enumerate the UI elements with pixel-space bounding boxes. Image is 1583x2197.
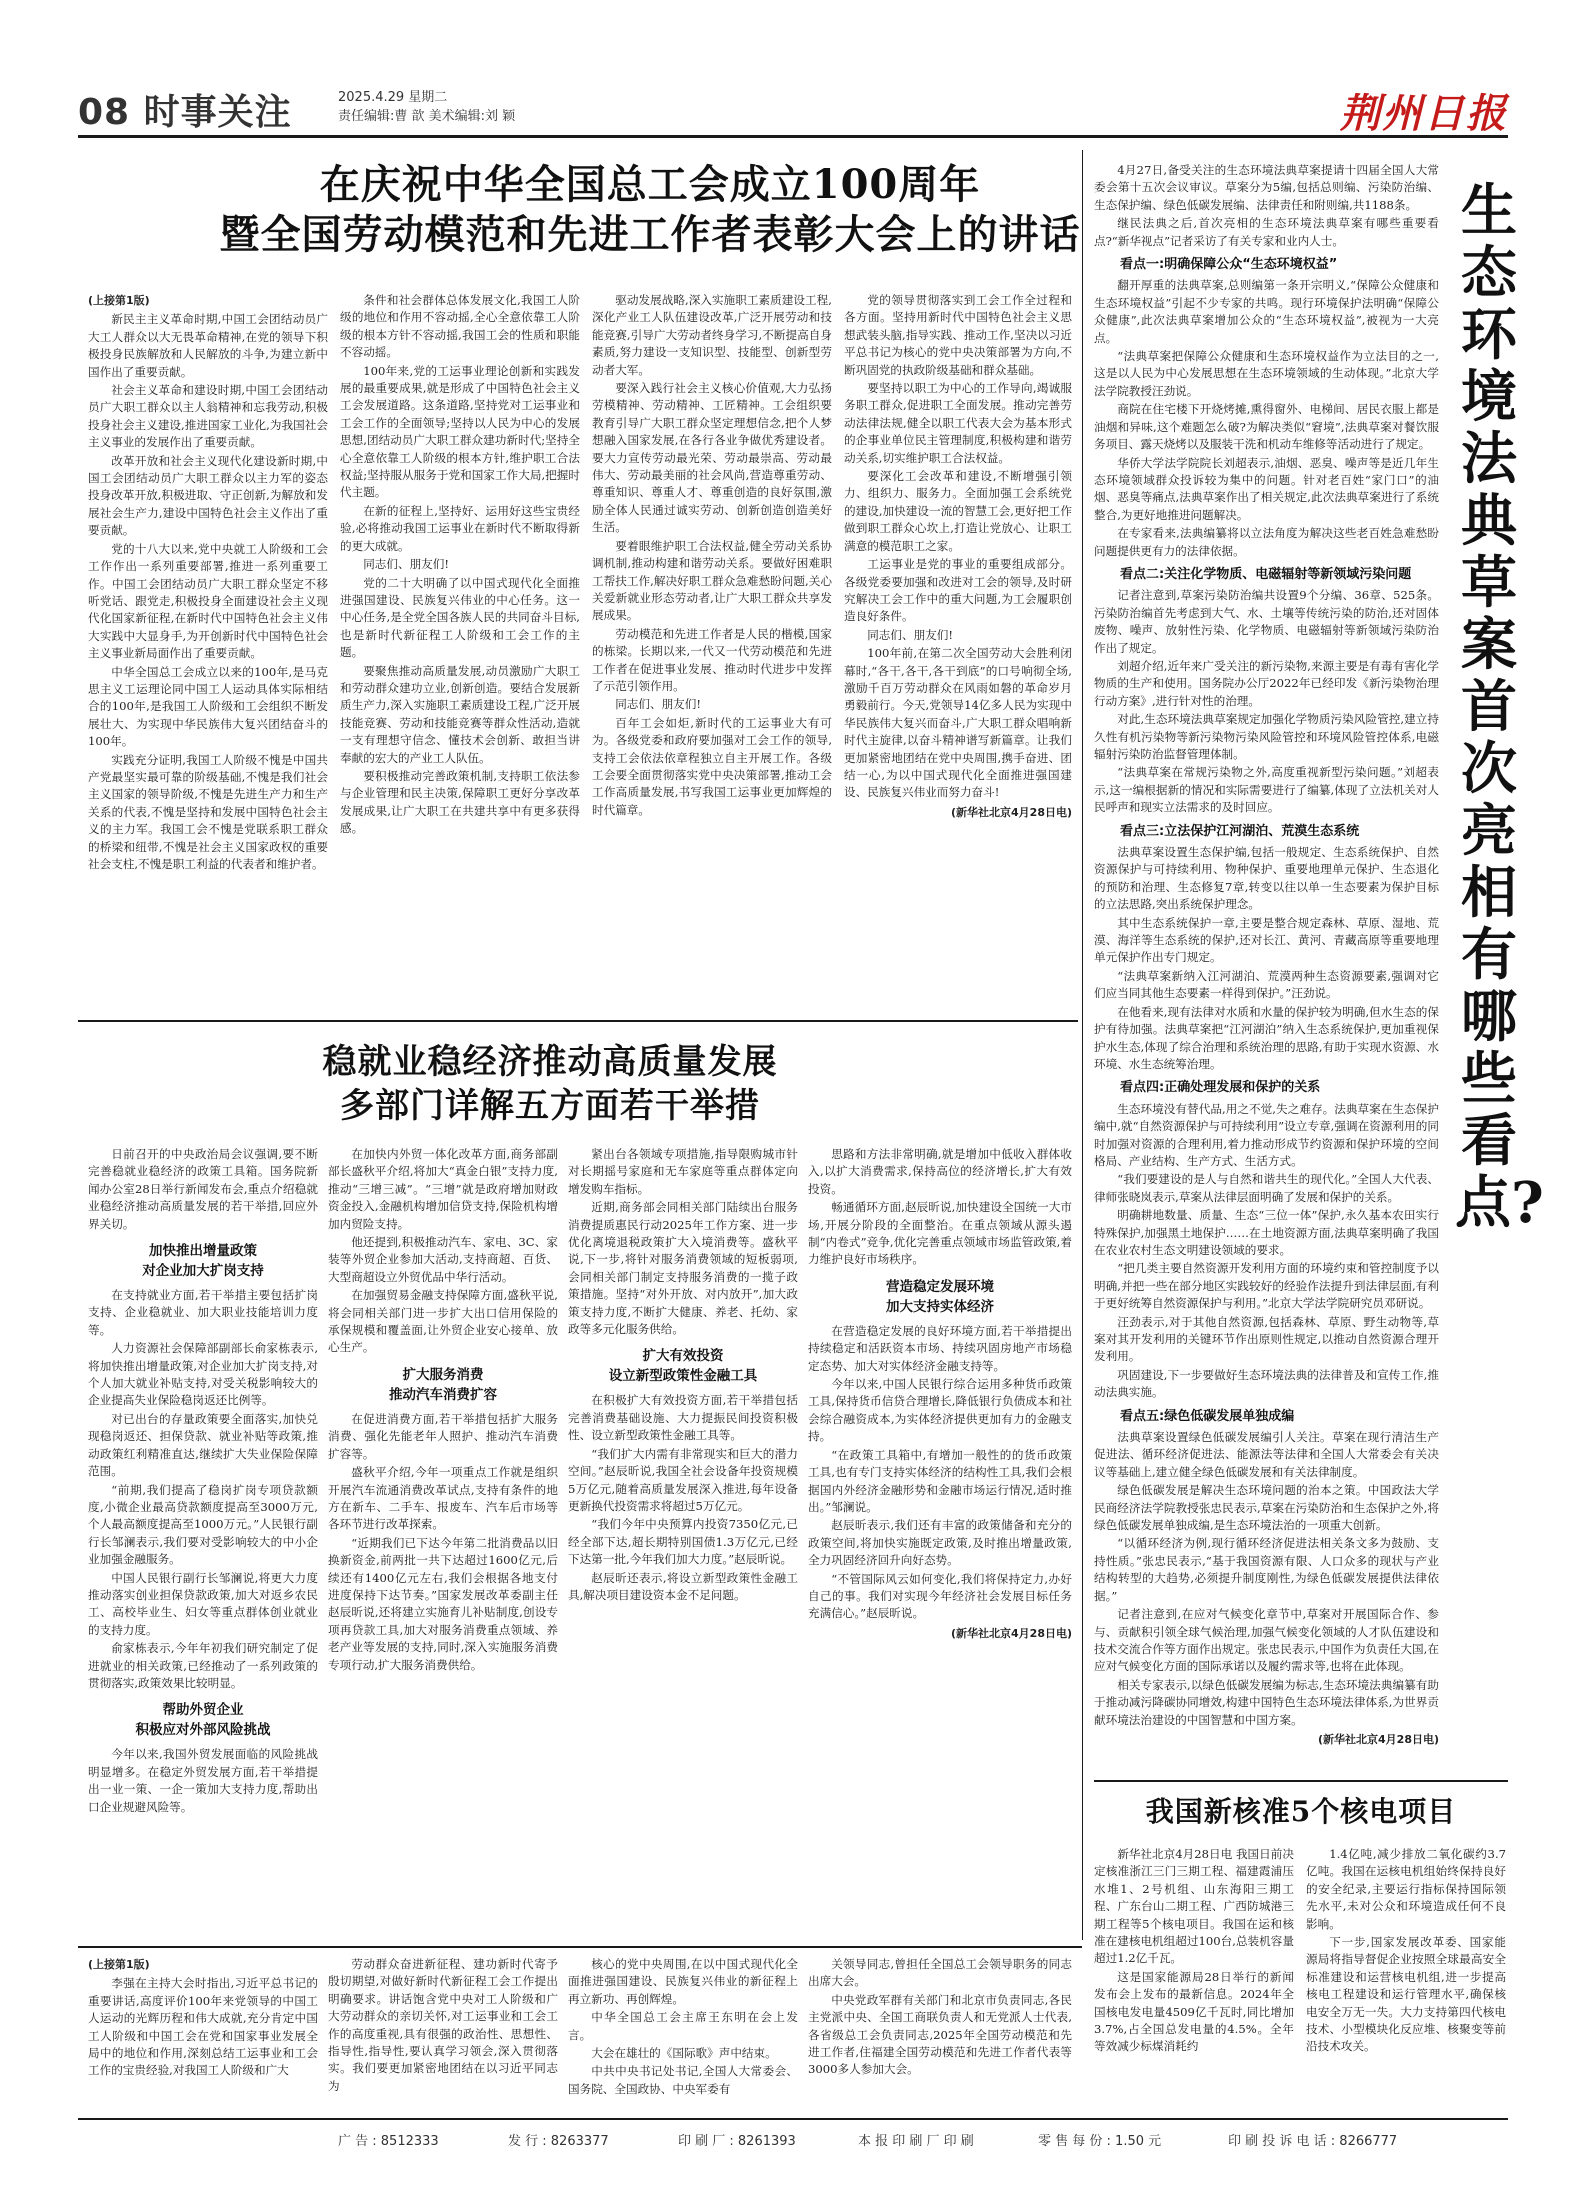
paragraph: 近期,商务部会同相关部门陆续出台服务消费提质惠民行动2025年工作方案、进一步优化离境退税政策扩大入境消费等。盛秋平说,下一步,将针对服务消费领域的短板弱项,会同相关部门制定支持服务消费的一揽子政策措施。坚持“对外开放、对内放开”,加大政策支持力度,不断扩大健康、养老、托幼、家政等多元化服务供给。 — [568, 1200, 798, 1337]
divider — [1094, 1780, 1508, 1782]
footer-ad-phone: 广 告 : 8512333 — [338, 2134, 439, 2149]
article3-signoff: (新华社北京4月28日电) — [1317, 1732, 1439, 1746]
paragraph: 改革开放和社会主义现代化建设新时期,中国工会团结动员广大职工群众以主力军的姿态投身改革开放,积极进取、守正创新,为解放和发展社会生产力,建设中国特色社会主义作出了重要贡献。 — [88, 453, 328, 538]
paragraph: “法典草案把保障公众健康和生态环境权益作为立法目的之一,这是以人民为中心发展思想在生态环境领域的生动体现。”北京大学法学院教授汪劲说。 — [1094, 349, 1439, 398]
paragraph: 在他看来,现有法律对水质和水量的保护较为明确,但水生态的保护有待加强。法典草案把“江河湖泊”纳入生态系统保护,更加重视保护水生态,体现了综合治理和系统治理的思路,有助于实现水资源、水环境、水生态统筹治理。 — [1094, 1004, 1439, 1071]
paragraph: 李强在主持大会时指出,习近平总书记的重要讲话,高度评价100年来党领导的中国工人运动的光辉历程和伟大成就,充分肯定中国工人阶级和中国工会在党和国家事业发展全局中的地位和作用,深刻总结工运事业和工会工作的宝贵经验,对我国工人阶级和广大 — [88, 1976, 318, 2078]
paragraph: 实践充分证明,我国工人阶级不愧是中国共产党最坚实最可靠的阶级基础,不愧是我们社会主义国家的领导阶级,不愧是先进生产力和生产关系的代表,不愧是坚持和发展中国特色社会主义的主力军。我国工会不愧是党联系职工群众的桥梁和纽带,不愧是社会主义国家政权的重要社会支柱,不愧是职工利益的代表者和维护者。 — [88, 752, 328, 871]
paragraph: 思路和方法非常明确,就是增加中低收入群体收入,以扩大消费需求,保持高位的经济增长,扩大有效投资。 — [808, 1147, 1072, 1196]
paragraph: 刘超介绍,近年来广受关注的新污染物,来源主要是有毒有害化学物质的生产和使用。国务院办公厅2022年已经印发《新污染物治理行动方案》,进行针对性的治理。 — [1094, 658, 1439, 708]
paragraph: 新华社北京4月28日电 我国日前决定核准浙江三门三期工程、福建霞浦压水堆1、2号机组、山东海阳三期工程、广东台山二期工程、广西防城港三期工程等5个核电项目。我国在运和核准在建核电机组超过100台,总装机容量超过1.2亿千瓦。 — [1094, 1847, 1294, 1966]
article3-col — [1094, 162, 1439, 1772]
paragraph: “不管国际风云如何变化,我们将保持定力,办好自己的事。我们对实现今年经济社会发展目标任务充满信心。”赵辰昕说。 — [808, 1571, 1072, 1621]
paragraph: 党的二十大明确了以中国式现代化全面推进强国建设、民族复兴伟业的中心任务。这一中心任务,是全党全国各族人民的共同奋斗目标,也是新时代新征程工人阶级和工会工作的主题。 — [340, 575, 580, 660]
article1-col3 — [592, 292, 832, 1004]
paragraph: 在营造稳定发展的良好环境方面,若干举措提出持续稳定和活跃资本市场、持续巩固房地产市场稳定态势、加大对实体经济金融支持等。 — [808, 1323, 1072, 1373]
paragraph: “我们今年中央预算内投资7350亿元,已经全部下达,超长期特别国债1.3万亿元,已经下达第一批,今年我们加大力度。”赵辰昕说。 — [568, 1517, 798, 1567]
paragraph: “我们要建设的是人与自然和谐共生的现代化。”全国人大代表、律师张晓岚表示,草案从法律层面明确了发展和保护的关系。 — [1094, 1172, 1439, 1204]
footer-complaint-phone: 印 刷 投 诉 电 话 : 8266777 — [1228, 2134, 1398, 2149]
article3-subhead3: 看点三:立法保护江河湖泊、荒漠生态系统 — [1120, 823, 1360, 839]
article2-subhead1: 加快推出增量政策 对企业加大扩岗支持 — [142, 1243, 264, 1280]
article2-col1 — [88, 1146, 318, 1936]
divider — [78, 1946, 1082, 1948]
page-footer — [78, 2118, 1508, 2152]
paragraph: 中国人民银行副行长邹澜说,将更大力度推动落实创业担保贷款政策,加大对返乡农民工、高校毕业生、妇女等重点群体创业就业的支持力度。 — [88, 1570, 318, 1637]
paragraph: 要积极推动完善政策机制,支持职工依法参与企业管理和民主决策,保障职工更好分享改革发展成果,让广大职工在共建共享中有更多获得感。 — [340, 768, 580, 836]
paragraph: 同志们、朋友们! — [867, 627, 954, 642]
paragraph: 核心的党中央周围,在以中国式现代化全面推进强国建设、民族复兴伟业的新征程上再立新功、再创辉煌。 — [568, 1957, 798, 2006]
article3-subhead5: 看点五:绿色低碳发展单独成编 — [1120, 1408, 1295, 1424]
paragraph: 驱动发展战略,深入实施职工素质建设工程,深化产业工人队伍建设改革,广泛开展劳动和技能竞赛,引导广大劳动者终身学习,不断提高自身素质,努力建设一支知识型、技能型、创新型劳动者大军。 — [592, 293, 832, 377]
paragraph: 紧出台各领域专项措施,指导限购城市针对长期摇号家庭和无车家庭等重点群体定向增发购车指标。 — [568, 1147, 798, 1196]
article1-title-line1: 在庆祝中华全国总工会成立100周年 — [319, 161, 981, 208]
paragraph: 明确耕地数量、质量、生态“三位一体”保护,永久基本农田实行特殊保护,加强黑土地保护……在土地资源方面,法典草案明确了我国在农业农村生态文明建设领域的要求。 — [1094, 1208, 1439, 1257]
paragraph: “法典草案在常规污染物之外,高度重视新型污染问题。”刘超表示,这一编根据新的情况和实际需要进行了编纂,体现了立法机关对人民呼声和现实立法需求的及时回应。 — [1094, 765, 1439, 815]
paragraph: 在新的征程上,坚持好、运用好这些宝贵经验,必将推动我国工运事业在新时代不断取得新的更大成就。 — [340, 503, 580, 553]
paragraph: 继民法典之后,首次亮相的生态环境法典草案有哪些重要看点?“新华视点”记者采访了有关专家和业内人士。 — [1094, 216, 1439, 248]
paragraph: “在政策工具箱中,有增加一般性的的货币政策工具,也有专门支持实体经济的结构性工具,我们会根据国内外经济金融形势和金融市场运行情况,适时推出。”邹澜说。 — [808, 1447, 1072, 1514]
article2-subhead2: 帮助外贸企业 积极应对外部风险挑战 — [135, 1702, 271, 1739]
article1-byline: (上接第1版) — [88, 294, 150, 307]
article2-col3 — [568, 1146, 798, 1936]
paragraph: 劳动模范和先进工作者是人民的楷模,国家的栋梁。长期以来,一代又一代劳动模范和先进工作者在促进事业发展、推动时代进步中发挥了示范引领作用。 — [592, 626, 832, 693]
paragraph: 在加强贸易金融支持保障方面,盛秋平说,将会同相关部门进一步扩大出口信用保险的承保规模和覆盖面,让外贸企业安心接单、放心生产。 — [328, 1288, 558, 1355]
paragraph: 畅通循环方面,赵辰昕说,加快建设全国统一大市场,开展分阶段的全面整治。在重点领域从源头遏制“内卷式”竞争,优化完善重点领域市场监管政策,着力维护良好市场秩序。 — [808, 1200, 1072, 1267]
column-divider — [1082, 150, 1083, 1940]
paragraph: 新民主主义革命时期,中国工会团结动员广大工人群众以大无畏革命精神,在党的领导下积极投身民族解放和人民解放的斗争,为建立新中国作出了重要贡献。 — [88, 312, 328, 379]
paragraph: 同志们、朋友们! — [615, 697, 702, 712]
article3-title: 生态环境法典草案首次亮相 有哪些看点? — [1455, 178, 1544, 1236]
paragraph: “以循环经济为例,现行循环经济促进法相关条文多为鼓励、支持性质。”张忠民表示,“基于我国资源有限、人口众多的现状与产业结构转型的大趋势,必须提升制度刚性,为绿色低碳发展提供法律依据。” — [1094, 1536, 1439, 1603]
paragraph: 法典草案设置生态保护编,包括一般规定、生态系统保护、自然资源保护与可持续利用、物种保护、重要地理单元保护、生态退化的预防和治理、生态修复7章,转变以往以单一生态要素为保护目标的立法思路,突出系统保护理念。 — [1094, 845, 1439, 912]
paragraph: 社会主义革命和建设时期,中国工会团结动员广大职工群众以主人翁精神和忘我劳动,积极投身社会主义建设,推进国家工业化,为我国社会主义事业的发展作出了重要贡献。 — [88, 383, 328, 450]
paragraph: 赵辰昕还表示,将设立新型政策性金融工具,解决项目建设资本金不足问题。 — [568, 1570, 798, 1602]
article2-headline — [200, 1040, 900, 1128]
paragraph: 4月27日,备受关注的生态环境法典草案提请十四届全国人大常委会第十五次会议审议。草案分为5编,包括总则编、污染防治编、生态保护编、绿色低碳发展编、法律责任和附则编,共1188条。 — [1094, 163, 1439, 212]
paragraph: 党的领导贯彻落实到工会工作全过程和各方面。坚持用新时代中国特色社会主义思想武装头脑,指导实践、推动工作,坚决以习近平总书记为核心的党中央决策部署为方向,不断巩固党的执政阶级基础和群众基础。 — [844, 293, 1072, 377]
article1-col1 — [88, 292, 328, 1004]
paragraph: 要坚持以职工为中心的工作导向,竭诚服务职工群众,促进职工全面发展。推动完善劳动法律法规,健全以职工代表大会为基本形式的企事业单位民主管理制度,积极构建和谐劳动关系,切实维护职工合法权益。 — [844, 381, 1072, 465]
paragraph: 劳动群众奋进新征程、建功新时代寄予殷切期望,对做好新时代新征程工会工作提出明确要求。讲话饱含党中央对工人阶级和广大劳动群众的亲切关怀,对工运事业和工会工作的高度重视,具有很强的政治性、思想性、指导性,指导性,要认真学习领会,深入贯彻落实。我们要更加紧密地团结在以习近平同志为 — [328, 1957, 558, 2093]
article2-title-line2: 多部门详解五方面若干举措 — [340, 1086, 760, 1126]
paragraph: 人力资源社会保障部副部长俞家栋表示,将加快推出增量政策,对企业加大扩岗支持,对个人加大就业补贴支持,对受关税影响较大的企业提高失业保险稳岗返还比例等。 — [88, 1341, 318, 1408]
paragraph: 要着眼维护职工合法权益,健全劳动关系协调机制,推动构建和谐劳动关系。要做好困难职工帮扶工作,解决好职工群众急难愁盼问题,关心关爱新就业形态劳动者,让广大职工群众共享发展成果。 — [592, 538, 832, 623]
paragraph: “前期,我们提高了稳岗扩岗专项贷款额度,小微企业最高贷款额度提高至3000万元,个人最高额度提高至1000万元。”人民银行副行长邹澜表示,我们要对受影响较大的中小企业加强金融服务。 — [88, 1482, 318, 1567]
article5-col1 — [88, 1956, 318, 2108]
article3-vertical-headline — [1455, 178, 1544, 1236]
paragraph: 百年工会如炬,新时代的工运事业大有可为。各级党委和政府要加强对工会工作的领导,支持工会依法依章程独立自主开展工作。各级工会要全面贯彻落实党中央决策部署,推动工会工作高质量发展,书写我国工运事业更加辉煌的时代篇章。 — [592, 715, 832, 817]
page-header — [78, 78, 1508, 138]
paragraph: 对已出台的存量政策要全面落实,加快兑现稳岗返还、担保贷款、就业补贴等政策,推动政策红利精准直达,继续扩大失业保险保障范围。 — [88, 1411, 318, 1479]
paragraph: 在加快内外贸一体化改革方面,商务部副部长盛秋平介绍,将加大“真金白银”支持力度,推动“三增三减”。“三增”就是政府增加财政资金投入,金融机构增加信贷支持,保险机构增加内贸险支持。 — [328, 1147, 558, 1231]
paragraph: 要深入践行社会主义核心价值观,大力弘扬劳模精神、劳动精神、工匠精神。工会组织要教育引导广大职工群众坚定理想信念,把个人梦想融入国家发展,在各行各业争做优秀建设者。要大力宣传劳动最光荣、劳动最崇高、劳动最伟大、劳动最美丽的社会风尚,营造尊重劳动、尊重知识、尊重人才、尊重创造的良好氛围,激励全体人民通过诚实劳动、创新创造创造美好生活。 — [592, 381, 832, 535]
section-title: 08 时事关注 — [78, 92, 292, 133]
footer-issue-phone: 发 行 : 8263377 — [508, 2134, 609, 2149]
paragraph: 他还提到,积极推动汽车、家电、3C、家装等外贸企业参加大活动,支持商超、百货、大型商超设立外贸优品中华行活动。 — [328, 1235, 558, 1284]
paragraph: “近期我们已下达今年第二批消费品以旧换新资金,前两批一共下达超过1600亿元,后续还有1400亿元左右,我们会根据各地支付进度保持下达节奏。”国家发展改革委副主任赵辰昕说,还将建立实施育儿补贴制度,创设专项再贷款工具,加大对服务消费重点领域、养老产业等发展的支持,同时,深入实施服务消费专项行动,扩大服务消费供给。 — [328, 1535, 558, 1672]
paragraph: “把几类主要自然资源开发利用方面的环境约束和管控制度予以明确,并把一些在部分地区实践较好的经验作法提升到法律层面,有利于更好统筹自然资源保护与利用。”北京大学法学院研究员邓研说。 — [1094, 1261, 1439, 1311]
paragraph: 中央党政军群有关部门和北京市负责同志,各民主党派中央、全国工商联负责人和无党派人士代表,各省级总工会负责同志,2025年全国劳动模范和先进工作者,住福建全国劳动模范和先进工作者代表等3000多人参加大会。 — [808, 1992, 1072, 2077]
paragraph: 在积极扩大有效投资方面,若干举措包括完善消费基础设施、大力提振民间投资积极性、设立新型政策性金融工具等。 — [568, 1393, 798, 1443]
paragraph: 这是国家能源局28日举行的新闻发布会上发布的最新信息。2024年全国核电发电量4509亿千瓦时,同比增加3.7%,占全国总发电量的4.5%。全年等效减少标煤消耗约 — [1094, 1969, 1294, 2054]
paragraph: 俞家栋表示,今年年初我们研究制定了促进就业的相关政策,已经推动了一系列政策的贯彻落实,政策效果比较明显。 — [88, 1641, 318, 1690]
article5-col2 — [328, 1956, 558, 2108]
paragraph: 在专家看来,法典编纂将以立法角度为解决这些老百姓急难愁盼问题提供更有力的法律依据。 — [1094, 526, 1439, 558]
paragraph: “我们扩大内需有非常现实和巨大的潜力空间。”赵辰昕说,我国全社会设备年投资规模5万亿元,随着高质量发展深入推进,每年设备更新换代投资需求将超过5万亿元。 — [568, 1446, 798, 1513]
article3-subhead1: 看点一:明确保障公众“生态环境权益” — [1120, 257, 1338, 273]
article2-col2 — [328, 1146, 558, 1936]
paragraph: 今年以来,中国人民银行综合运用多种货币政策工具,保持货币信贷合理增长,降低银行负债成本和社会综合融资成本,为实体经济提供更加有力的金融支持。 — [808, 1377, 1072, 1444]
paragraph: 100年前,在第二次全国劳动大会胜利闭幕时,“各干,各干,各干到底”的口号响彻全场,激励千百万劳动群众在风雨如磐的革命岁月勇毅前行。今天,党领导14亿多人民为实现中华民族伟大复兴而奋斗,广大职工群众唱响新时代主旋律,以奋斗精神谱写新篇章。让我们更加紧密地团结在党中央周围,携手奋进、团结一心,为以中国式现代化全面推进强国建设、民族复兴伟业而努力奋斗! — [844, 646, 1072, 800]
issue-date: 2025.4.29 星期二 — [338, 90, 448, 105]
article1-title-line2: 暨全国劳动模范和先进工作者表彰大会上的讲话 — [219, 211, 1081, 258]
paragraph: 记者注意到,在应对气候变化章节中,草案对开展国际合作、参与、贡献积引领全球气候治理,加强气候变化领域的人才队伍建设和技术交流合作等方面作出规定。张忠民表示,中国作为负责任大国,在应对气候变化方面的国际承诺以及履约需求等,也将在此体现。 — [1094, 1607, 1439, 1674]
footer-price: 零 售 每 份 : 1.50 元 — [1038, 2134, 1162, 2149]
paragraph: 100年来,党的工运事业理论创新和实践发展的最重要成果,就是形成了中国特色社会主义工会发展道路。这条道路,坚持党对工运事业和工会工作的全面领导;坚持以人民为中心的发展思想,团结动员广大职工群众建功新时代;坚持全心全意依靠工人阶级的根本方针,维护职工合法权益;坚持服从服务于党和国家工作大局,把握时代主题。 — [340, 363, 580, 500]
article5-col3 — [568, 1956, 798, 2108]
paragraph: 中华全国总工会成立以来的100年,是马克思主义工运理论同中国工人运动具体实际相结合的100年,是我国工人阶级和工会组织不断发展壮大、为实现中华民族伟大复兴团结奋斗的100年。 — [88, 664, 328, 749]
paragraph: 中华全国总工会主席王东明在会上发言。 — [568, 2010, 798, 2042]
paragraph: 日前召开的中央政治局会议强调,要不断完善稳就业稳经济的政策工具箱。国务院新闻办公室28日举行新闻发布会,重点介绍稳就业稳经济推动高质量发展的若干举措,回应外界关切。 — [88, 1147, 318, 1231]
article1-col4 — [844, 292, 1072, 1004]
newspaper-logo: 荆州日报 — [1340, 90, 1508, 137]
paragraph: 商院在住宅楼下开烧烤摊,熏得窗外、电梯间、居民衣服上都是油烟和异味,这个难题怎么破?为解决类似“窘境”,法典草案对餐饮服务项目、露天烧烤以及服装干洗和机动车维修等活动进行了规定。 — [1094, 402, 1439, 452]
paragraph: 绿色低碳发展是解决生态环境问题的治本之策。中国政法大学民商经济法学院教授张忠民表示,草案在污染防治和生态保护之外,将绿色低碳发展单独成编,是生态环境法治的一项重大创新。 — [1094, 1483, 1439, 1533]
paragraph: 同志们、朋友们! — [363, 557, 450, 572]
paragraph: 法典草案设置绿色低碳发展编引人关注。草案在现行清洁生产促进法、循环经济促进法、能源法等法律和全国人大常委会有关决议等基础上,建立健全绿色低碳发展和有关法律制度。 — [1094, 1430, 1439, 1479]
article2-subhead3: 扩大服务消费 推动汽车消费扩容 — [389, 1366, 497, 1403]
paragraph: 汪劲表示,对于其他自然资源,包括森林、草原、野生动物等,草案对其开发利用的关键环节作出原则性规定,以推动自然资源合理开发利用。 — [1094, 1314, 1439, 1364]
article3-subhead4: 看点四:正确处理发展和保护的关系 — [1120, 1080, 1321, 1096]
paragraph: 关领导同志,曾担任全国总工会领导职务的同志出席大会。 — [808, 1957, 1072, 1989]
article3-subhead2: 看点二:关注化学物质、电磁辐射等新领域污染问题 — [1120, 566, 1412, 582]
paragraph: 记者注意到,草案污染防治编共设置9个分编、36章、525条。污染防治编首先考虑到大气、水、土壤等传统污染的防治,还对固体废物、噪声、放射性污染、化学物质、电磁辐射等新领域污染防治作出了规定。 — [1094, 588, 1439, 655]
paragraph: 大会在雄壮的《国际歌》声中结束。 — [591, 2046, 777, 2061]
paragraph: 在促进消费方面,若干举措包括扩大服务消费、强化先能老年人照护、推动汽车消费扩容等。 — [328, 1411, 558, 1461]
article1-col2 — [340, 292, 580, 1004]
article2-col4 — [808, 1146, 1072, 1936]
paragraph: 对此,生态环境法典草案规定加强化学物质污染风险管控,建立持久性有机污染物等新污染物污染风险管控和环境风险管控体系,电磁辐射污染防治监督管理体制。 — [1094, 712, 1439, 761]
editor-credits: 责任编辑:曹 歆 美术编辑:刘 颖 — [338, 109, 516, 124]
article1-signoff: (新华社北京4月28日电) — [950, 805, 1072, 819]
footer-print-phone: 印 刷 厂 : 8261393 — [678, 2134, 796, 2149]
paragraph: 下一步,国家发展改革委、国家能源局将指导督促企业按照全球最高安全标准建设和运营核电机组,进一步提高核电工程建设和运行管理水平,确保核电安全万无一失。大力支持第四代核电技术、小型模块化反应堆、核聚变等前沿技术攻关。 — [1306, 1935, 1506, 2054]
article1-headline — [150, 160, 1150, 260]
paragraph: 工运事业是党的事业的重要组成部分。各级党委要加强和改进对工会的领导,及时研究解决工会工作中的重大问题,为工会履职创造良好条件。 — [844, 557, 1072, 624]
paragraph: 中共中央书记处书记,全国人大常委会、国务院、全国政协、中央军委有 — [568, 2064, 798, 2096]
paragraph: 赵辰昕表示,我们还有丰富的政策储备和充分的政策空间,将加快实施既定政策,及时推出增量政策,全力巩固经济回升向好态势。 — [808, 1518, 1072, 1568]
paragraph: 翻开厚重的法典草案,总则编第一条开宗明义,“保障公众健康和生态环境权益”引起不少专家的共鸣。现行环境保护法明确“保障公众健康”,此次法典草案增加公众的“生态环境权益”,被视为一大亮点。 — [1094, 278, 1439, 345]
paragraph: 要深化工会改革和建设,不断增强引领力、组织力、服务力。全面加强工会系统党的建设,加快建设一流的智慧工会,更好把工作做到职工群众心坎上,打造让党放心、让职工满意的模范职工之家。 — [844, 469, 1072, 553]
paragraph: 盛秋平介绍,今年一项重点工作就是组织开展汽车流通消费改革试点,支持有条件的地方在新车、二手车、报废车、汽车后市场等各环节进行改革探索。 — [328, 1465, 558, 1532]
paragraph: 要聚焦推动高质量发展,动员激励广大职工和劳动群众建功立业,创新创造。要结合发展新质生产力,深入实施职工素质建设工程,广泛开展技能竞赛、劳动和技能竞赛等群众性活动,造就一支有理想守信念、懂技术会创新、敢担当讲奉献的宏大的产业工人队伍。 — [340, 663, 580, 765]
paragraph: 其中生态系统保护一章,主要是整合规定森林、草原、湿地、荒漠、海洋等生态系统的保护,还对长江、黄河、青藏高原等重要地理单元保护作出专门规定。 — [1094, 915, 1439, 965]
paragraph: 华侨大学法学院院长刘超表示,油烟、恶臭、噪声等是近几年生态环境领域群众投诉较为集中的问题。针对老百姓“家门口”的油烟、恶臭等痛点,法典草案作出了相关规定,此次法典草案进行了系统整合,为更好地推进问题解决。 — [1094, 455, 1439, 522]
issue-meta — [338, 88, 515, 126]
article2-title-line1: 稳就业稳经济推动高质量发展 — [322, 1042, 778, 1082]
article2-subhead5: 营造稳定发展环境 加大支持实体经济 — [886, 1278, 994, 1315]
paragraph: 在支持就业方面,若干举措主要包括扩岗支持、企业稳就业、加大职业技能培训力度等。 — [88, 1288, 318, 1337]
paragraph: 今年以来,我国外贸发展面临的风险挑战明显增多。在稳定外贸发展方面,若干举措提出一业一策、一企一策加大支持力度,帮助出口企业规避风险等。 — [88, 1747, 318, 1814]
footer-printer: 本 报 印 刷 厂 印 刷 — [858, 2134, 974, 2149]
paragraph: “法典草案新纳入江河湖泊、荒漠两种生态资源要素,强调对它们应当同其他生态要素一样得到保护。”汪劲说。 — [1094, 968, 1439, 1001]
article4-col2 — [1306, 1846, 1506, 2108]
paragraph: 条件和社会群体总体发展文化,我国工人阶级的地位和作用不容动摇,全心全意依靠工人阶级的根本方针不容动摇,我国工会的性质和职能不容动摇。 — [340, 293, 580, 360]
paragraph: 生态环境没有替代品,用之不觉,失之难存。法典草案在生态保护编中,就“自然资源保护与可持续利用”设立专章,强调在资源利用的同时加强对资源的合理利用,着力推动形成节约资源和保护环境的空间格局、产业结构、生产方式、生活方式。 — [1094, 1101, 1439, 1168]
paragraph: 相关专家表示,以绿色低碳发展编为标志,生态环境法典编纂有助于推动减污降碳协同增效,构建中国特色生态环境法律体系,为世界贡献环境法治建设的中国智慧和中国方案。 — [1094, 1677, 1439, 1727]
article5-col4 — [808, 1956, 1072, 2108]
article4-col1 — [1094, 1846, 1294, 2108]
article2-subhead4: 扩大有效投资 设立新型政策性金融工具 — [608, 1348, 758, 1385]
article4-headline: 我国新核准5个核电项目 — [1145, 1795, 1457, 1828]
paragraph: 1.4亿吨,减少排放二氧化碳约3.7亿吨。我国在运核电机组始终保持良好的安全纪录,主要运行指标保持国际领先水平,未对公众和环境造成任何不良影响。 — [1306, 1847, 1506, 1931]
article5-byline: (上接第1版) — [88, 1958, 150, 1971]
article2-signoff: (新华社北京4月28日电) — [950, 1626, 1072, 1640]
paragraph: 党的十八大以来,党中央就工人阶级和工会工作作出一系列重要部署,推进一系列重要工作。中国工会团结动员广大职工群众坚定不移听党话、跟党走,积极投身全面建设社会主义现代化国家新征程,在新时代中国特色社会主义伟大实践中大显身手,为开创新时代中国特色社会主义事业新局面作出了重要贡献。 — [88, 541, 328, 661]
divider — [78, 1020, 1078, 1022]
paragraph: 巩固建设,下一步要做好生态环境法典的法律普及和宣传工作,推动法典实施。 — [1094, 1367, 1439, 1400]
